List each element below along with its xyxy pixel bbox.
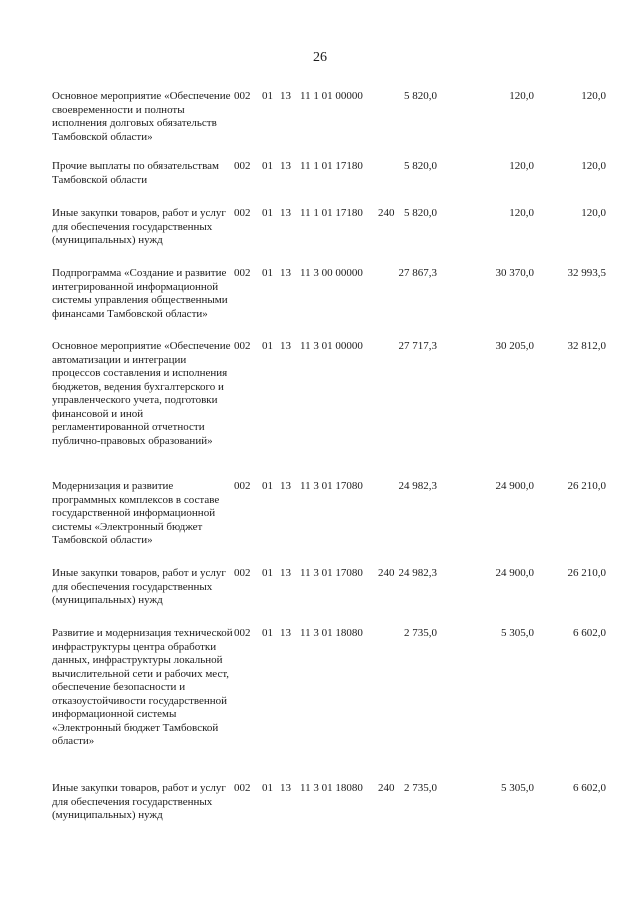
target-article-code: 11 3 01 17080 xyxy=(300,567,363,579)
ved-code: 002 xyxy=(234,90,251,102)
ved-code: 002 xyxy=(234,782,251,794)
subsection-code: 13 xyxy=(280,480,291,492)
target-article-code: 11 3 01 18080 xyxy=(300,782,363,794)
target-article-code: 11 3 01 00000 xyxy=(300,340,363,352)
amount-year-1: 5 820,0 xyxy=(404,207,437,219)
subsection-code: 13 xyxy=(280,627,291,639)
expense-type-code: 240 xyxy=(378,567,395,579)
subsection-code: 13 xyxy=(280,90,291,102)
amount-year-3: 120,0 xyxy=(581,207,606,219)
ved-code: 002 xyxy=(234,267,251,279)
target-article-code: 11 1 01 17180 xyxy=(300,207,363,219)
section-code: 01 xyxy=(262,480,273,492)
subsection-code: 13 xyxy=(280,160,291,172)
amount-year-3: 26 210,0 xyxy=(567,480,606,492)
amount-year-1: 24 982,3 xyxy=(398,480,437,492)
row-name: Основное мероприятие «Обеспечение своевременности и полноты исполнения долговых обязательств Тамбовской области» xyxy=(52,90,231,143)
amount-year-3: 120,0 xyxy=(581,160,606,172)
ved-code: 002 xyxy=(234,340,251,352)
ved-code: 002 xyxy=(234,567,251,579)
amount-year-2: 120,0 xyxy=(509,160,534,172)
row-name: Иные закупки товаров, работ и услуг для обеспечения государственных (муниципальных) нужд xyxy=(52,207,226,246)
section-code: 01 xyxy=(262,267,273,279)
row-name: Прочие выплаты по обязательствам Тамбовской области xyxy=(52,160,219,186)
row-name: Иные закупки товаров, работ и услуг для обеспечения государственных (муниципальных) нужд xyxy=(52,782,226,821)
expense-type-code: 240 xyxy=(378,207,395,219)
section-code: 01 xyxy=(262,567,273,579)
amount-year-2: 24 900,0 xyxy=(495,567,534,579)
ved-code: 002 xyxy=(234,160,251,172)
amount-year-1: 5 820,0 xyxy=(404,90,437,102)
amount-year-2: 120,0 xyxy=(509,207,534,219)
target-article-code: 11 3 01 18080 xyxy=(300,627,363,639)
ved-code: 002 xyxy=(234,480,251,492)
amount-year-3: 120,0 xyxy=(581,90,606,102)
subsection-code: 13 xyxy=(280,267,291,279)
target-article-code: 11 1 01 00000 xyxy=(300,90,363,102)
amount-year-1: 27 717,3 xyxy=(398,340,437,352)
subsection-code: 13 xyxy=(280,207,291,219)
row-name: Подпрограмма «Создание и развитие интегрированной информационной системы управления общественными финансами Тамбовской области» xyxy=(52,267,228,320)
row-name: Иные закупки товаров, работ и услуг для обеспечения государственных (муниципальных) нужд xyxy=(52,567,226,606)
target-article-code: 11 1 01 17180 xyxy=(300,160,363,172)
amount-year-3: 26 210,0 xyxy=(567,567,606,579)
target-article-code: 11 3 00 00000 xyxy=(300,267,363,279)
subsection-code: 13 xyxy=(280,567,291,579)
section-code: 01 xyxy=(262,782,273,794)
target-article-code: 11 3 01 17080 xyxy=(300,480,363,492)
amount-year-1: 2 735,0 xyxy=(404,627,437,639)
section-code: 01 xyxy=(262,340,273,352)
section-code: 01 xyxy=(262,160,273,172)
section-code: 01 xyxy=(262,627,273,639)
amount-year-2: 30 205,0 xyxy=(495,340,534,352)
ved-code: 002 xyxy=(234,627,251,639)
amount-year-3: 32 993,5 xyxy=(567,267,606,279)
subsection-code: 13 xyxy=(280,782,291,794)
amount-year-3: 6 602,0 xyxy=(573,782,606,794)
section-code: 01 xyxy=(262,90,273,102)
amount-year-1: 27 867,3 xyxy=(398,267,437,279)
amount-year-2: 5 305,0 xyxy=(501,782,534,794)
subsection-code: 13 xyxy=(280,340,291,352)
amount-year-2: 5 305,0 xyxy=(501,627,534,639)
amount-year-3: 32 812,0 xyxy=(567,340,606,352)
amount-year-3: 6 602,0 xyxy=(573,627,606,639)
row-name: Основное мероприятие «Обеспечение автоматизации и интеграции процессов составления и исполнения бюджетов, ведения бухгалтерского и управленческого учета, подготовки финансовой и иной регламентированной отчетности публично-правовых образований» xyxy=(52,340,231,447)
row-name: Модернизация и развитие программных комплексов в составе государственной информационной системы «Электронный бюджет Тамбовской области» xyxy=(52,480,220,546)
amount-year-1: 24 982,3 xyxy=(398,567,437,579)
amount-year-2: 24 900,0 xyxy=(495,480,534,492)
page-number: 26 xyxy=(313,50,327,65)
amount-year-2: 30 370,0 xyxy=(495,267,534,279)
row-name: Развитие и модернизация технической инфраструктуры центра обработки данных, инфраструктуры локальной вычислительной сети и рабочих мест, обеспечение безопасности и отказоустойчивости государственной информационной системы «Электронный бюджет Тамбовской области» xyxy=(52,627,233,747)
amount-year-1: 5 820,0 xyxy=(404,160,437,172)
expense-type-code: 240 xyxy=(378,782,395,794)
amount-year-2: 120,0 xyxy=(509,90,534,102)
section-code: 01 xyxy=(262,207,273,219)
amount-year-1: 2 735,0 xyxy=(404,782,437,794)
ved-code: 002 xyxy=(234,207,251,219)
